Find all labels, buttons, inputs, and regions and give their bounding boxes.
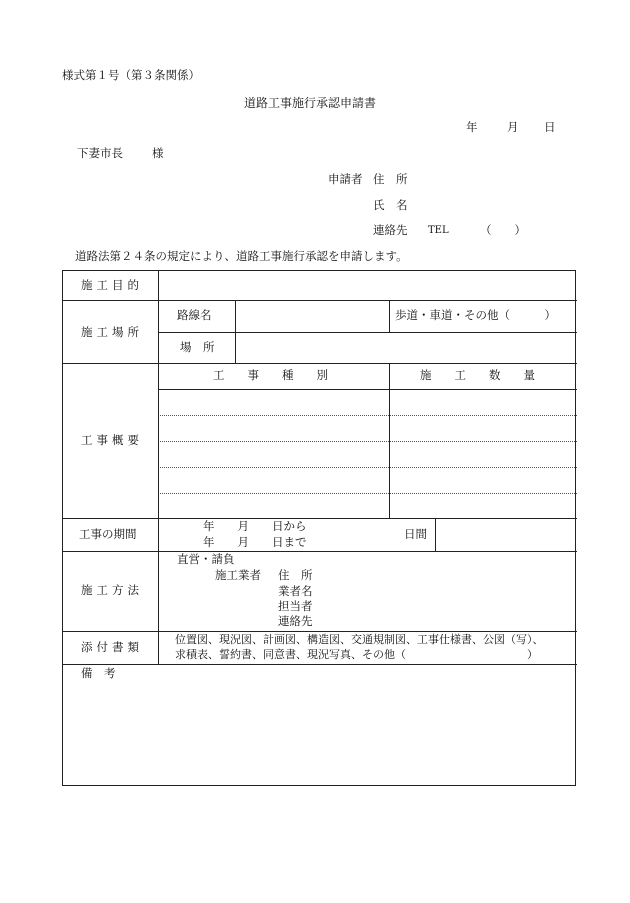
date-month: 月 (507, 120, 519, 134)
tel-label: TEL (428, 225, 449, 236)
addressee: 下妻市長 (77, 146, 123, 160)
date-day: 日 (544, 120, 556, 134)
contractor-address: 住 所 (278, 568, 313, 582)
contractor-contact: 連絡先 (278, 614, 313, 628)
applicant-name-label: 氏 名 (373, 198, 408, 212)
period-label: 工事の期間 (79, 527, 137, 541)
attachments-line2: 求積表、誓約書、同意書、現況写真、その他（ ） (175, 648, 538, 661)
attachments-label: 添付書類 (81, 640, 143, 654)
contractor-person: 担当者 (278, 599, 313, 613)
quantity-header: 施 工 数 量 (420, 368, 535, 382)
applicant-label: 申請者 (328, 172, 363, 186)
overview-label: 工事概要 (81, 433, 143, 447)
place-label: 場 所 (180, 340, 215, 354)
work-type-header: 工 事 種 別 (213, 368, 328, 382)
period-from: 年 月 日から (203, 519, 307, 533)
contractor-company: 業者名 (278, 584, 313, 598)
route-name-label: 路線名 (177, 308, 212, 322)
period-to: 年 月 日まで (203, 535, 307, 549)
tel-paren: （ ） (480, 223, 526, 237)
applicant-address-label: 住 所 (373, 172, 408, 186)
contractor-label: 施工業者 (215, 568, 261, 582)
purpose-label: 施工目的 (81, 278, 143, 292)
location-label: 施工場所 (81, 325, 143, 339)
attachments-line1: 位置図、現況図、計画図、構造図、交通規制図、工事仕様書、公図（写）、 (175, 633, 544, 646)
days-label: 日間 (404, 527, 427, 541)
honorific: 様 (152, 146, 164, 160)
form-number: 様式第１号（第３条関係） (62, 68, 200, 82)
applicant-contact-label: 連絡先 (373, 223, 408, 237)
method-label: 施工方法 (81, 583, 143, 597)
application-form-table (62, 270, 576, 786)
method-direct: 直営・請負 (177, 552, 235, 566)
remarks-label: 備 考 (81, 666, 116, 680)
road-type-options: 歩道・車道・その他（ ） (395, 308, 556, 322)
date-year: 年 (466, 120, 478, 134)
page-title: 道路工事施行承認申請書 (244, 96, 377, 110)
intro-text: 道路法第２４条の規定により、道路工事施行承認を申請します。 (75, 249, 408, 263)
